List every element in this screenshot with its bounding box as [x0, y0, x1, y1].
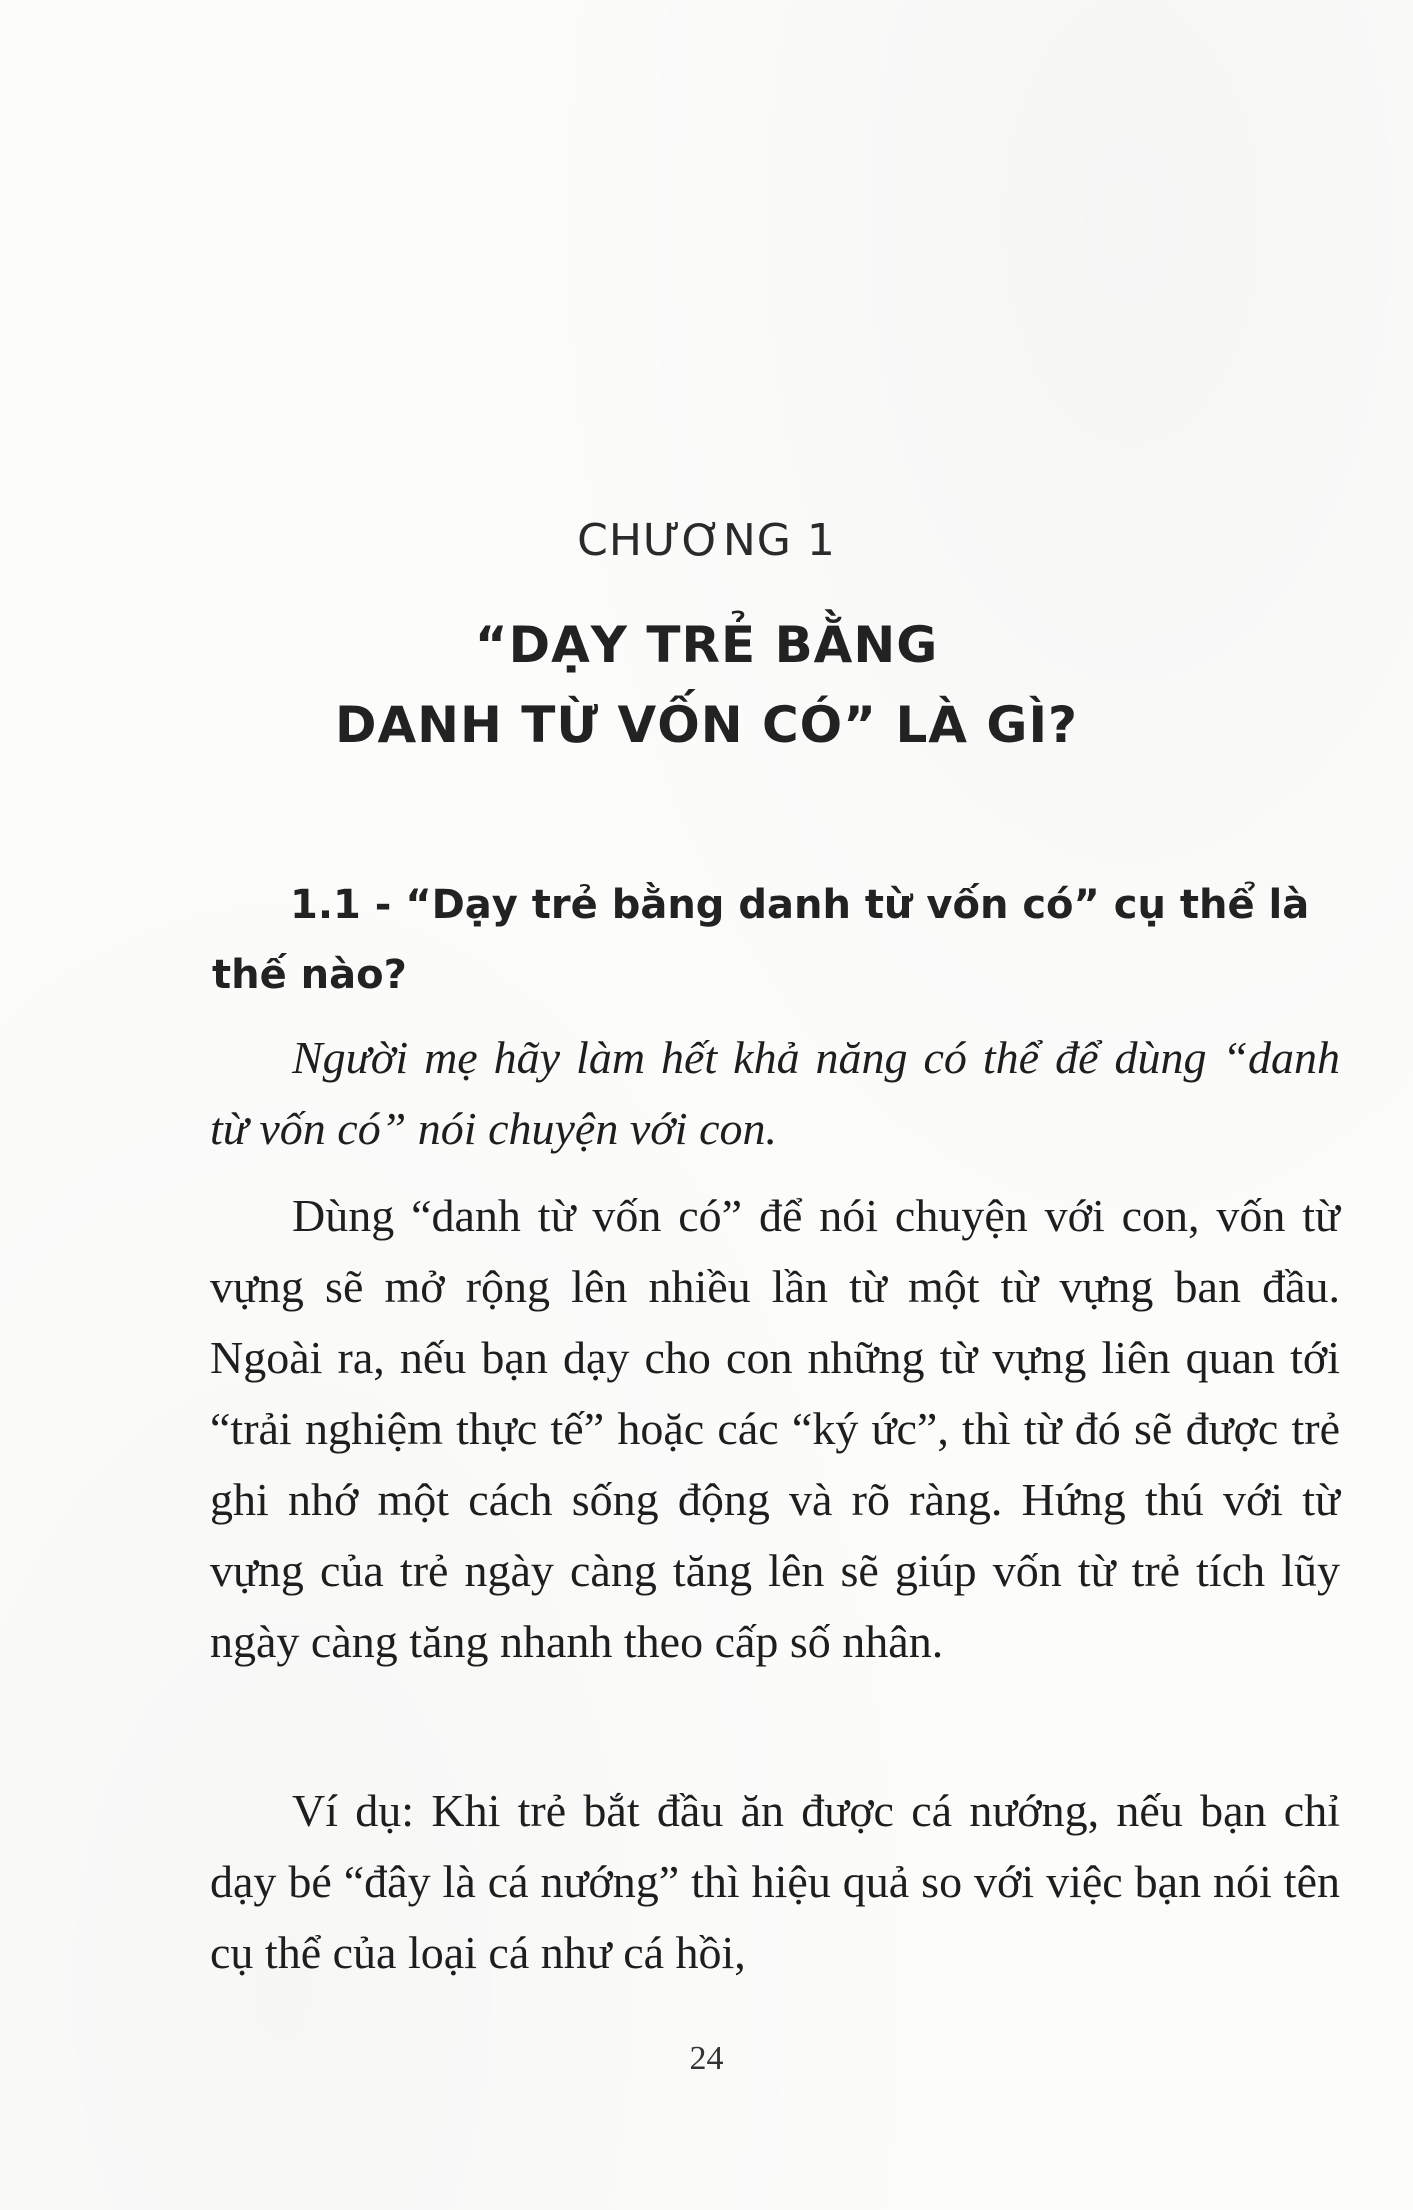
- body-paragraph-1: Dùng “danh từ vốn có” để nói chuyện với con, vốn từ vựng sẽ mở rộng lên nhiều lần từ một từ vựng ban đầu. Ngoài ra, nếu bạn dạy cho con những từ vựng liên quan tới “trải nghiệm thực tế” hoặc các “ký ức”, thì từ đó sẽ được trẻ ghi nhớ một cách sống động và rõ ràng. Hứng thú với từ vựng của trẻ ngày càng tăng lên sẽ giúp vốn từ trẻ tích lũy ngày càng tăng nhanh theo cấp số nhân.: [210, 1190, 1340, 1667]
- page-number: 24: [689, 2040, 724, 2077]
- chapter-title-line-1: “DẠY TRẺ BẰNG: [474, 616, 939, 674]
- body-paragraph-2: Ví dụ: Khi trẻ bắt đầu ăn được cá nướng, nếu bạn chỉ dạy bé “đây là cá nướng” thì hiệu quả so với việc bạn nói tên cụ thể của loại cá như cá hồi,: [210, 1785, 1340, 1978]
- section-heading: 1.1 - “Dạy trẻ bằng danh từ vốn có” cụ thể là thế nào?: [212, 882, 1310, 998]
- chapter-title: [0, 605, 1413, 765]
- chapter-label: CHƯƠNG 1: [577, 515, 836, 566]
- chapter-title-line-2: DANH TỪ VỐN CÓ” LÀ GÌ?: [334, 696, 1079, 754]
- intro-italic-paragraph: Người mẹ hãy làm hết khả năng có thể để dùng “danh từ vốn có” nói chuyện với con.: [210, 1032, 1340, 1154]
